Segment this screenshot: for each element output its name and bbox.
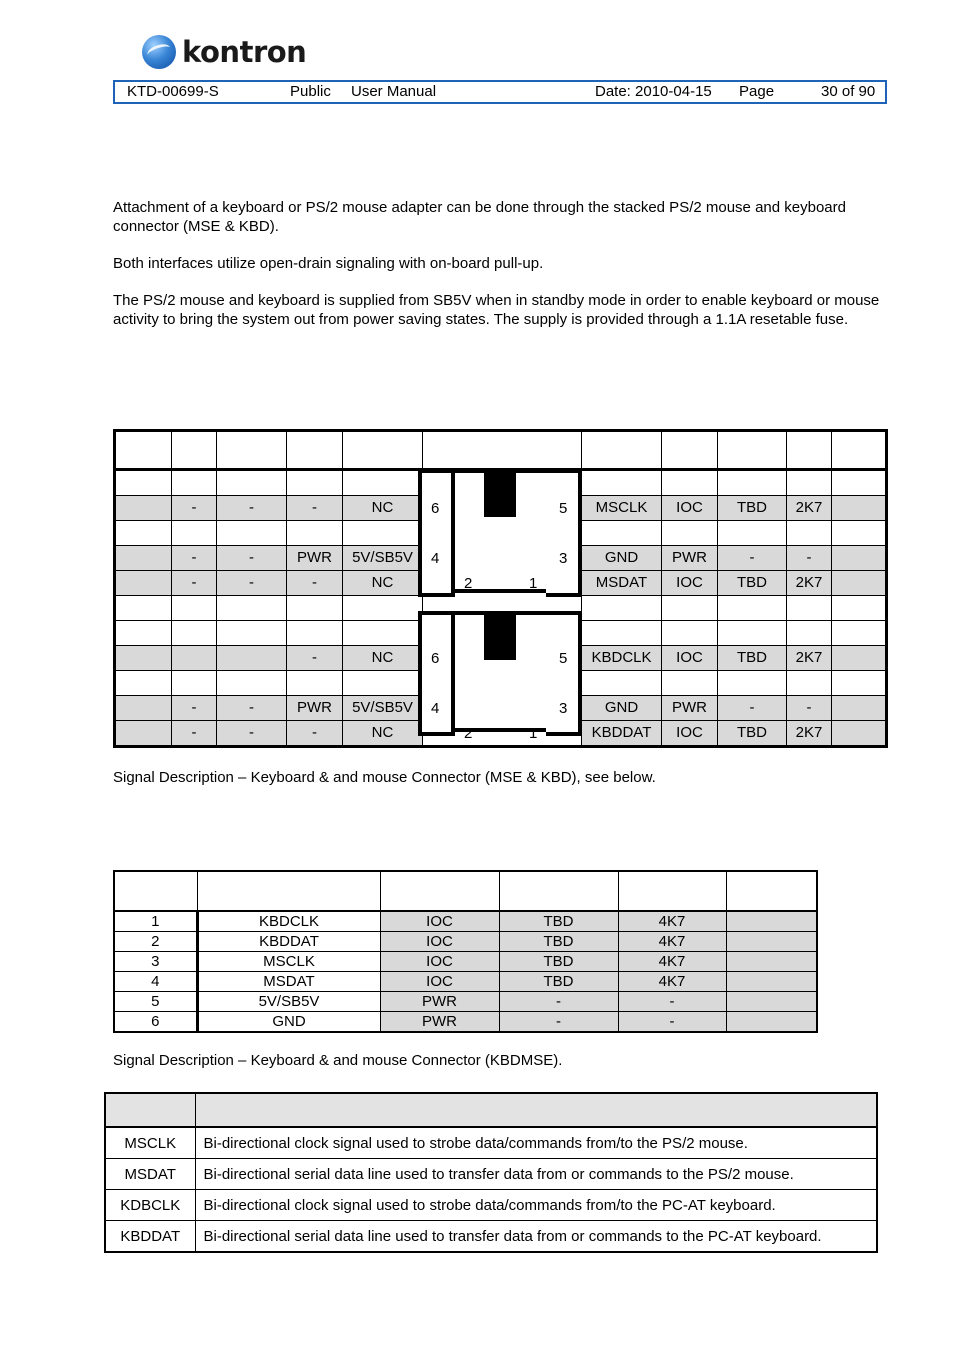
table-row <box>114 952 817 972</box>
table-cell: - <box>618 992 726 1012</box>
table-cell: MSCLK <box>582 496 662 521</box>
table-cell: - <box>217 696 287 721</box>
table-cell: 6 <box>114 1012 197 1033</box>
table-row <box>114 911 817 932</box>
table-cell <box>343 671 423 696</box>
table-cell <box>115 470 172 496</box>
page-label: Page <box>739 83 775 100</box>
table-cell <box>832 571 887 596</box>
table-cell <box>787 596 832 621</box>
doc-date: Date: 2010-04-15 <box>595 83 712 100</box>
table-cell: TBD <box>499 972 618 992</box>
table-cell <box>115 496 172 521</box>
table-cell <box>582 470 662 496</box>
table-cell <box>832 671 887 696</box>
table-cell: - <box>287 721 343 747</box>
table-cell: TBD <box>499 932 618 952</box>
table-cell <box>662 621 718 646</box>
table-cell <box>172 646 217 671</box>
table-cell <box>217 596 287 621</box>
table-cell: - <box>217 496 287 521</box>
table-cell: 2K7 <box>787 721 832 747</box>
table-row <box>114 1012 817 1033</box>
table-row <box>105 1221 877 1253</box>
table-cell <box>172 621 217 646</box>
table-cell <box>217 646 287 671</box>
table-cell <box>172 521 217 546</box>
table-cell: 5 <box>114 992 197 1012</box>
table-cell <box>343 521 423 546</box>
pin-number-label: 3 <box>559 549 568 567</box>
intro-paragraph-1: Attachment of a keyboard or PS/2 mouse adapter can be done through the stacked PS/2 mouse and keyboard connector (MSE & KBD). <box>113 199 846 235</box>
table-cell <box>832 721 887 747</box>
pin-number-label: 1 <box>529 724 538 742</box>
table-cell: - <box>287 571 343 596</box>
pin-number-label: 2 <box>464 724 473 742</box>
table-cell <box>115 696 172 721</box>
table-row <box>114 932 817 952</box>
table-cell <box>726 932 817 952</box>
signal-description: Bi-directional clock signal used to strobe data/commands from/to the PS/2 mouse. <box>195 1127 877 1159</box>
mouse-connector-right <box>546 469 582 597</box>
pin-assignment-table <box>113 870 818 1033</box>
table-cell: IOC <box>380 952 499 972</box>
table-cell <box>343 470 423 496</box>
table-header-row <box>115 431 887 470</box>
table-cell: - <box>172 721 217 747</box>
table-cell <box>787 470 832 496</box>
keyboard-connector-key <box>484 613 516 660</box>
table-cell: 2K7 <box>787 496 832 521</box>
table-cell: 2K7 <box>787 646 832 671</box>
table-cell <box>582 521 662 546</box>
table-cell <box>115 546 172 571</box>
table-cell <box>115 596 172 621</box>
header-bar <box>113 80 887 104</box>
table-cell <box>662 596 718 621</box>
table-cell <box>726 992 817 1012</box>
signal-name: KDBCLK <box>105 1190 195 1221</box>
table-header-row <box>114 871 817 911</box>
table-cell <box>832 470 887 496</box>
table-cell: 2K7 <box>787 571 832 596</box>
table-cell <box>662 470 718 496</box>
table-cell: IOC <box>662 646 718 671</box>
table-cell <box>787 521 832 546</box>
mouse-connector-key <box>484 471 516 517</box>
table-cell: - <box>172 696 217 721</box>
table-cell <box>115 621 172 646</box>
signal-name: MSCLK <box>105 1127 195 1159</box>
table-cell <box>832 496 887 521</box>
table-cell <box>172 596 217 621</box>
table-cell: - <box>287 646 343 671</box>
kontron-logo <box>142 32 306 72</box>
table-cell <box>832 596 887 621</box>
mouse-connector-outline <box>418 469 455 597</box>
table-cell: KBDCLK <box>197 911 380 932</box>
table-cell: MSCLK <box>197 952 380 972</box>
table-cell: GND <box>582 696 662 721</box>
table-cell: 1 <box>114 911 197 932</box>
table-cell <box>582 596 662 621</box>
table-cell: GND <box>197 1012 380 1033</box>
table-cell <box>832 646 887 671</box>
table-cell: PWR <box>380 1012 499 1033</box>
table-row <box>114 992 817 1012</box>
table-cell: - <box>172 496 217 521</box>
table-cell: 5V/SB5V <box>343 546 423 571</box>
table-cell: MSDAT <box>197 972 380 992</box>
logo-text: kontron <box>182 35 307 69</box>
table-cell <box>718 671 787 696</box>
table-cell: PWR <box>287 696 343 721</box>
table-cell <box>832 521 887 546</box>
table-cell <box>726 952 817 972</box>
table-cell: - <box>287 496 343 521</box>
table-row <box>114 972 817 992</box>
intro-paragraph-2: Both interfaces utilize open-drain signaling with on-board pull-up. <box>113 255 544 272</box>
table-cell <box>343 621 423 646</box>
table-cell <box>115 521 172 546</box>
table-cell <box>172 671 217 696</box>
table-cell: - <box>499 992 618 1012</box>
doc-type: User Manual <box>351 83 437 100</box>
page-number: 30 of 90 <box>821 83 876 100</box>
table-cell <box>217 521 287 546</box>
table-cell: NC <box>343 571 423 596</box>
table-cell: NC <box>343 646 423 671</box>
table-cell: NC <box>343 721 423 747</box>
table-cell <box>115 571 172 596</box>
table-cell: KBDDAT <box>197 932 380 952</box>
table-cell: IOC <box>662 496 718 521</box>
table-cell <box>662 521 718 546</box>
table-cell <box>115 646 172 671</box>
table-cell <box>217 671 287 696</box>
table-cell <box>287 596 343 621</box>
table-cell <box>726 1012 817 1033</box>
table-cell: - <box>217 546 287 571</box>
table-cell: - <box>718 696 787 721</box>
table-cell: 4K7 <box>618 952 726 972</box>
pin-number-label: 4 <box>431 549 440 567</box>
table-cell <box>718 521 787 546</box>
table-cell: PWR <box>662 696 718 721</box>
table-cell: IOC <box>380 932 499 952</box>
table-cell <box>726 972 817 992</box>
pin-number-label: 6 <box>431 499 440 517</box>
doc-id: KTD-00699-S <box>127 83 219 100</box>
table-cell: 5V/SB5V <box>343 696 423 721</box>
table-cell <box>343 596 423 621</box>
table-cell: - <box>718 546 787 571</box>
table-cell <box>718 470 787 496</box>
table-cell <box>582 671 662 696</box>
table-cell <box>115 671 172 696</box>
table-row <box>105 1127 877 1159</box>
table-cell <box>172 470 217 496</box>
globe-icon <box>142 35 176 69</box>
table-cell: 4 <box>114 972 197 992</box>
table-cell: - <box>787 696 832 721</box>
table-cell: PWR <box>662 546 718 571</box>
table-cell: TBD <box>718 571 787 596</box>
intro-paragraph-3: The PS/2 mouse and keyboard is supplied from SB5V when in standby mode in order to enable keyboard or mouse activity to bring the system out from power saving states. The supply is provided through a 1.1A resetable fuse. <box>113 292 880 328</box>
table-cell <box>217 621 287 646</box>
table-row <box>105 1159 877 1190</box>
table-cell: TBD <box>499 911 618 932</box>
signal-description-table <box>104 1092 878 1253</box>
table-cell <box>718 621 787 646</box>
pin-number-label: 3 <box>559 699 568 717</box>
pin-number-label: 4 <box>431 699 440 717</box>
table-cell <box>726 911 817 932</box>
table-cell: - <box>618 1012 726 1033</box>
table-cell: 2 <box>114 932 197 952</box>
pin-number-label: 5 <box>559 649 568 667</box>
pin-number-label: 1 <box>529 574 538 592</box>
table-cell: MSDAT <box>582 571 662 596</box>
pin-number-label: 2 <box>464 574 473 592</box>
table-cell <box>718 596 787 621</box>
table-cell: - <box>499 1012 618 1033</box>
table-cell: TBD <box>718 496 787 521</box>
signal-name: KBDDAT <box>105 1221 195 1253</box>
table-cell <box>287 470 343 496</box>
table-cell: - <box>172 546 217 571</box>
pin-number-label: 5 <box>559 499 568 517</box>
table-cell: PWR <box>380 992 499 1012</box>
table-cell <box>832 621 887 646</box>
table-cell: IOC <box>662 571 718 596</box>
table-cell: - <box>217 721 287 747</box>
table-row <box>105 1190 877 1221</box>
caption-mse-kbd: Signal Description – Keyboard & and mouse Connector (MSE & KBD), see below. <box>113 769 656 786</box>
table-cell: 4K7 <box>618 972 726 992</box>
table-cell <box>287 621 343 646</box>
table-cell <box>787 671 832 696</box>
table-cell: KBDDAT <box>582 721 662 747</box>
table-cell: GND <box>582 546 662 571</box>
table-cell <box>787 621 832 646</box>
table-cell: IOC <box>380 972 499 992</box>
table-cell <box>832 696 887 721</box>
table-cell: TBD <box>718 721 787 747</box>
table-cell: IOC <box>380 911 499 932</box>
table-cell <box>662 671 718 696</box>
table-cell: PWR <box>287 546 343 571</box>
signal-name: MSDAT <box>105 1159 195 1190</box>
table-cell <box>582 621 662 646</box>
signal-description: Bi-directional serial data line used to transfer data from or commands to the PC-AT keyboard. <box>195 1221 877 1253</box>
table-cell: 5V/SB5V <box>197 992 380 1012</box>
signal-description: Bi-directional clock signal used to strobe data/commands from/to the PC-AT keyboard. <box>195 1190 877 1221</box>
table-cell <box>115 721 172 747</box>
table-cell: TBD <box>499 952 618 972</box>
table-cell: - <box>172 571 217 596</box>
pin-number-label: 6 <box>431 649 440 667</box>
table-cell: 4K7 <box>618 932 726 952</box>
table-cell: - <box>217 571 287 596</box>
table-cell: - <box>787 546 832 571</box>
classification: Public <box>290 83 331 100</box>
table-cell <box>287 671 343 696</box>
caption-kbdmse: Signal Description – Keyboard & and mouse Connector (KBDMSE). <box>113 1052 563 1069</box>
signal-description: Bi-directional serial data line used to transfer data from or commands to the PS/2 mouse. <box>195 1159 877 1190</box>
table-cell: 4K7 <box>618 911 726 932</box>
table-cell <box>287 521 343 546</box>
table-cell: IOC <box>662 721 718 747</box>
table-cell: NC <box>343 496 423 521</box>
table-cell: TBD <box>718 646 787 671</box>
table-cell <box>217 470 287 496</box>
table-cell: 3 <box>114 952 197 972</box>
table-cell <box>832 546 887 571</box>
table-cell: KBDCLK <box>582 646 662 671</box>
table-header-row <box>105 1093 877 1127</box>
